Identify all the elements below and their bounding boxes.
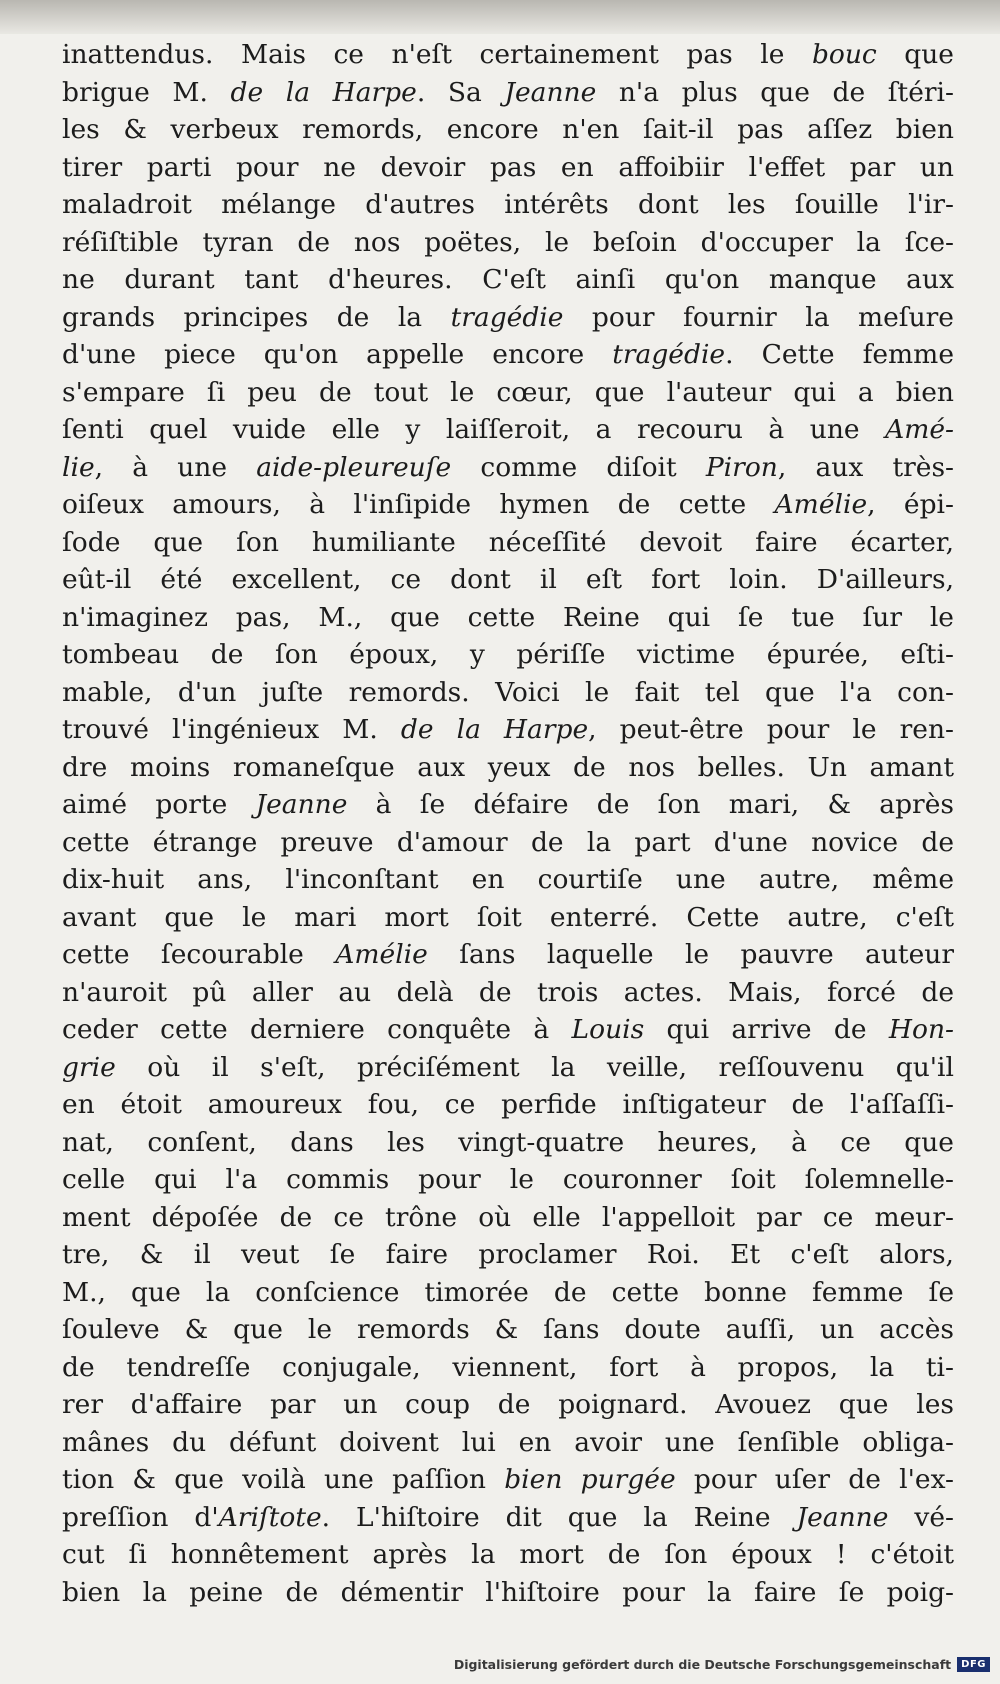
text-line [62,1011,954,1049]
text-line [62,149,954,187]
text-segment: . Sa [416,76,505,108]
text-segment: réſiſtible tyran de nos poëtes, le beſoin d'occuper la ſce- [62,226,954,258]
text-line [62,1124,954,1162]
text-line [62,449,954,487]
text-segment: inattendus. Mais ce n'eſt certainement pas le [62,39,812,70]
text-line [62,486,954,524]
text-segment: tre, & il veut ſe faire proclamer Roi. Et c'eſt alors, [62,1239,954,1270]
text-line [62,1461,954,1499]
text-segment: ceder cette derniere conquête à [62,1014,572,1045]
text-line [62,1049,954,1087]
text-segment: ſouleve & que le remords & ſans doute auſſi, un accès [62,1314,954,1345]
text-segment: M., que la conſcience timorée de cette bonne femme ſe [62,1276,954,1308]
text-segment: qui arrive de [644,1014,889,1045]
text-segment: eût-il été excellent, ce dont il eſt fort loin. D'ailleurs, [62,564,954,595]
text-line [62,1236,954,1274]
text-segment: . Cette femme [725,339,954,370]
italic-text: tragédie [612,339,726,370]
text-line [62,336,954,374]
text-segment: aimé porte [62,789,256,820]
scan-top-edge [0,0,1000,34]
text-segment: n'auroit pû aller au delà de trois actes. Mais, forcé de [62,976,954,1008]
text-line [62,561,954,599]
text-segment: rer d'affaire par un coup de poignard. Avouez que les [62,1389,954,1420]
text-segment: cut ſi honnêtement après la mort de ſon époux ! c'étoit [62,1539,954,1570]
footer [454,1657,990,1672]
text-line [62,899,954,937]
text-line [62,524,954,562]
text-segment: tirer parti pour ne devoir pas en affoibiir l'effet par un [62,151,954,183]
text-segment: cette étrange preuve d'amour de la part d'une novice de [62,826,954,858]
digitization-credit: Digitalisierung gefördert durch die Deutsche Forschungsgemeinschaft [453,1657,952,1672]
text-segment: tion & que voilà une paſſion [62,1464,505,1495]
italic-text: aide-pleureuſe [256,451,452,483]
text-segment: cette ſecourable [62,939,336,970]
text-line [62,861,954,899]
text-segment: ſans laquelle le pauvre auteur [427,939,954,970]
text-line [62,111,954,149]
text-segment: vé- [888,1501,954,1533]
italic-text: Ariſtote [218,1501,322,1533]
text-segment: que [876,39,954,70]
text-segment: maladroit mélange d'autres intérêts dont les ſouille l'ir- [62,189,954,220]
italic-text: Jeanne [504,76,597,108]
italic-text: de la Harpe [230,76,417,108]
text-segment: mable, d'un juſte remords. Voici le fait tel que l'a con- [62,676,954,708]
text-segment: dre moins romaneſque aux yeux de nos belles. Un amant [62,751,954,783]
text-line [62,749,954,787]
text-line [62,599,954,637]
italic-text: Jeanne [796,1501,889,1533]
text-line [62,1499,954,1537]
text-line [62,186,954,224]
text-segment: celle qui l'a commis pour le couronner ſoit ſolemnelle- [62,1164,954,1195]
italic-text: Louis [571,1014,645,1045]
text-line [62,1199,954,1237]
text-line [62,1086,954,1124]
text-line [62,1161,954,1199]
italic-text: bien purgée [504,1464,676,1495]
text-segment: grands principes de la [62,301,451,333]
text-segment: de tendreſſe conjugale, viennent, fort à propos, la ti- [62,1351,954,1383]
text-segment: trouvé l'ingénieux M. [62,714,401,745]
text-line [62,936,954,974]
text-segment: où il s'eſt, préciſément la veille, reſſouvenu qu'il [115,1051,954,1083]
text-segment: pour uſer de l'ex- [675,1464,954,1495]
text-line [62,1536,954,1574]
text-segment: pour fournir la meſure [563,301,954,333]
text-segment: ſode que ſon humiliante néceſſité devoit faire écarter, [62,526,954,558]
text-segment: tombeau de ſon époux, y périſſe victime épurée, eſti- [62,639,954,670]
text-segment: n'imaginez pas, M., que cette Reine qui ſe tue ſur le [62,601,954,633]
text-line [62,711,954,749]
text-segment: comme diſoit [451,451,706,483]
text-line [62,1311,954,1349]
text-line [62,299,954,337]
italic-text: bouc [811,39,877,70]
text-line [62,1574,954,1612]
italic-text: Amé- [885,414,954,445]
text-line [62,674,954,712]
dfg-logo-icon: DFG [957,1657,990,1672]
text-segment: s'empare ſi peu de tout le cœur, que l'auteur qui a bien [62,376,954,408]
text-segment: brigue M. [62,76,231,108]
italic-text: Piron [705,451,778,483]
text-segment: avant que le mari mort ſoit enterré. Cette autre, c'eſt [62,901,954,933]
text-line [62,74,954,112]
text-line [62,1274,954,1312]
text-line [62,1386,954,1424]
italic-text: tragédie [450,301,564,333]
italic-text: lie [62,451,95,483]
body-text [62,36,954,1611]
text-line [62,974,954,1012]
text-segment: bien la peine de démentir l'hiſtoire pour la faire ſe poig- [62,1576,954,1608]
italic-text: Jeanne [255,789,348,820]
italic-text: grie [62,1051,116,1083]
text-line [62,636,954,674]
text-line [62,224,954,262]
text-line [62,1349,954,1387]
italic-text: Amélie [774,489,868,520]
text-line [62,261,954,299]
text-line [62,786,954,824]
text-line [62,411,954,449]
text-segment: preſſion d' [62,1501,219,1533]
text-segment: les & verbeux remords, encore n'en ſait-il pas aſſez bien [62,114,954,145]
text-segment: ſenti quel vuide elle y laiſſeroit, a recouru à une [62,414,886,445]
text-segment: ment dépoſée de ce trône où elle l'appelloit par ce meur- [62,1201,954,1233]
text-segment: , épi- [867,489,954,520]
text-segment: en étoit amoureux fou, ce perfide inſtigateur de l'aſſaſſi- [62,1089,954,1120]
text-segment: oiſeux amours, à l'inſipide hymen de cette [62,489,775,520]
text-line [62,824,954,862]
text-segment: n'a plus que de ſtéri- [596,76,954,108]
text-line [62,1424,954,1462]
text-segment: , aux très- [777,451,954,483]
text-segment: mânes du défunt doivent lui en avoir une ſenſible obliga- [62,1426,954,1458]
text-segment: , à une [94,451,257,483]
text-line [62,36,954,74]
italic-text: Amélie [335,939,428,970]
text-segment: . L'hiſtoire dit que la Reine [321,1501,797,1533]
italic-text: Hon- [888,1014,954,1045]
italic-text: de la Harpe [400,714,589,745]
text-segment: nat, conſent, dans les vingt-quatre heures, à ce que [62,1126,954,1158]
text-line [62,374,954,412]
text-segment: d'une piece qu'on appelle encore [62,339,613,370]
text-segment: , peut-être pour le ren- [588,714,954,745]
text-segment: à ſe défaire de ſon mari, & après [347,789,954,820]
text-segment: dix-huit ans, l'inconſtant en courtiſe une autre, même [62,864,954,895]
text-segment: ne durant tant d'heures. C'eſt ainſi qu'on manque aux [62,264,954,295]
